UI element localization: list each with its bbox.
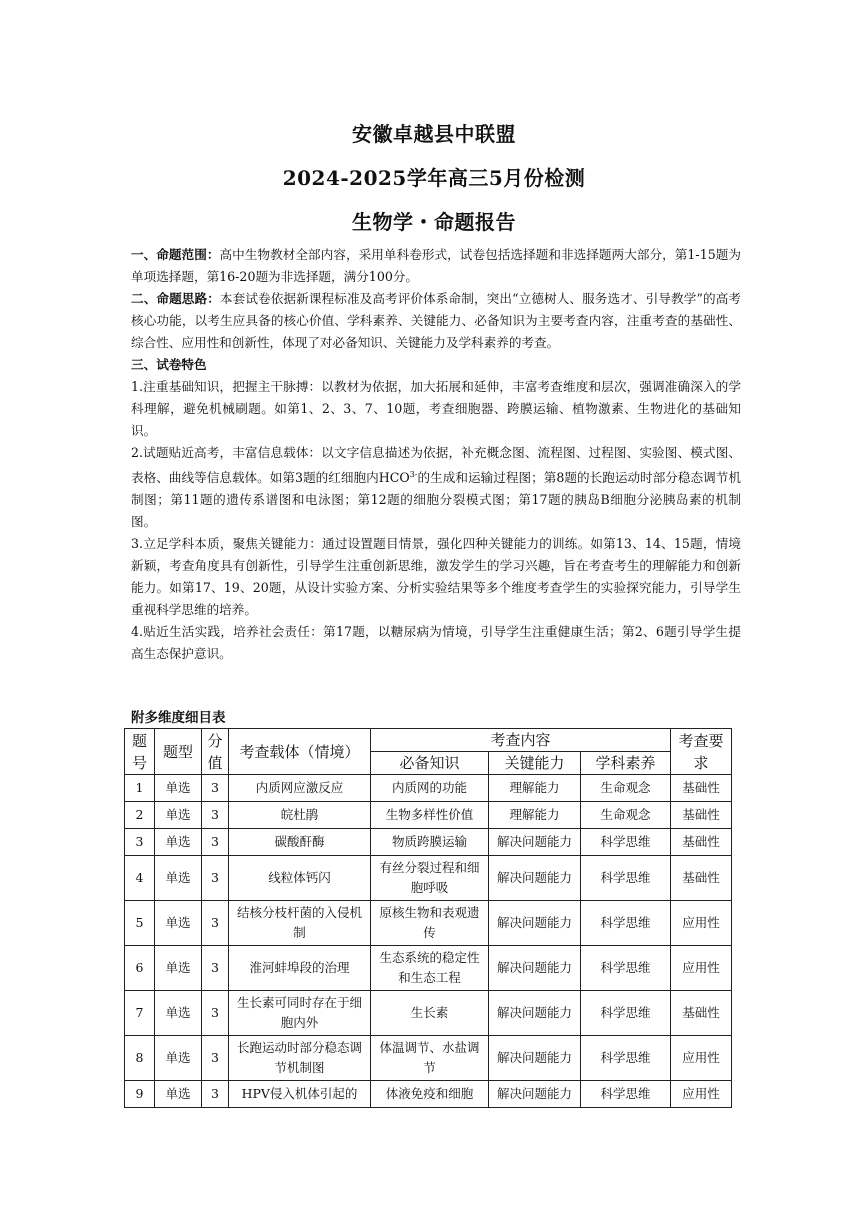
cell-literacy: 科学思维: [581, 856, 671, 901]
cell-type: 单选: [155, 1081, 202, 1108]
table-row: [125, 775, 732, 802]
header-literacy: 学科素养: [581, 752, 671, 775]
cell-score: 3: [202, 802, 229, 829]
cell-score: 3: [202, 901, 229, 946]
org-title: 安徽卓越县中联盟: [352, 122, 516, 146]
section-features: [131, 354, 741, 376]
cell-requirement: 基础性: [671, 829, 732, 856]
cell-ability: 解决问题能力: [489, 856, 581, 901]
feature-paragraph-3: 3.立足学科本质，聚焦关键能力：通过设置题目情景，强化四种关键能力的训练。如第13、14、15题，情境新颖，考查角度具有创新性，引导学生注重创新思维，激发学生的学习兴趣，旨在考查考生的理解能力和创新能力。如第17、19、20题，从设计实验方案、分析实验结果等多个维度考查学生的实验探究能力，引导学生重视科学思维的培养。: [131, 536, 741, 618]
cell-no: 6: [125, 946, 155, 991]
cell-literacy: 科学思维: [581, 1036, 671, 1081]
cell-requirement: 基础性: [671, 856, 732, 901]
cell-knowledge: 生长素: [371, 991, 489, 1036]
cell-literacy: 科学思维: [581, 1081, 671, 1108]
cell-carrier: 长跑运动时部分稳态调节机制图: [229, 1036, 371, 1081]
cell-carrier: 结核分枝杆菌的入侵机制: [229, 901, 371, 946]
header-ability: 关键能力: [489, 752, 581, 775]
cell-type: 单选: [155, 856, 202, 901]
table-row: [125, 829, 732, 856]
cell-ability: 理解能力: [489, 775, 581, 802]
cell-no: 7: [125, 991, 155, 1036]
cell-type: 单选: [155, 901, 202, 946]
section-features-label: 三、试卷特色: [131, 357, 207, 372]
cell-literacy: 科学思维: [581, 991, 671, 1036]
section-scope-label: 一、命题范围：: [131, 247, 220, 262]
cell-ability: 解决问题能力: [489, 991, 581, 1036]
cell-type: 单选: [155, 1036, 202, 1081]
cell-type: 单选: [155, 802, 202, 829]
cell-literacy: 科学思维: [581, 946, 671, 991]
cell-ability: 解决问题能力: [489, 1036, 581, 1081]
spec-table: [124, 728, 732, 1108]
cell-ability: 解决问题能力: [489, 1081, 581, 1108]
header-requirement: 考查要求: [671, 729, 732, 775]
feature-paragraph-2-b: 的生成和运输过程图；第8题的长跑运动时部分稳态调节机制图；第11题的遗传系谱图和电泳图；第12题的细胞分裂模式图；第17题的胰岛B细胞分泌胰岛素的机制图。: [131, 470, 741, 530]
cell-carrier: 碳酸酐酶: [229, 829, 371, 856]
cell-knowledge: 生态系统的稳定性和生态工程: [371, 946, 489, 991]
bicarbonate-superscript: 3-: [409, 470, 418, 479]
table-row: [125, 901, 732, 946]
table-row: [125, 856, 732, 901]
cell-literacy: 科学思维: [581, 901, 671, 946]
table-row: [125, 991, 732, 1036]
cell-carrier: HPV侵入机体引起的: [229, 1081, 371, 1108]
cell-no: 8: [125, 1036, 155, 1081]
cell-carrier: 生长素可同时存在于细胞内外: [229, 991, 371, 1036]
cell-ability: 解决问题能力: [489, 901, 581, 946]
cell-ability: 解决问题能力: [489, 829, 581, 856]
cell-knowledge: 有丝分裂过程和细胞呼吸: [371, 856, 489, 901]
cell-requirement: 应用性: [671, 946, 732, 991]
exam-title: 2024-2025学年高三5月份检测: [282, 166, 586, 190]
table-row: [125, 946, 732, 991]
cell-type: 单选: [155, 946, 202, 991]
cell-knowledge: 原核生物和表观遗传: [371, 901, 489, 946]
header-score: 分值: [202, 729, 229, 775]
cell-score: 3: [202, 1081, 229, 1108]
cell-score: 3: [202, 856, 229, 901]
section-approach: [131, 288, 741, 354]
cell-ability: 理解能力: [489, 802, 581, 829]
cell-knowledge: 内质网的功能: [371, 775, 489, 802]
cell-ability: 解决问题能力: [489, 946, 581, 991]
table-caption: 附多维度细目表: [131, 710, 226, 726]
cell-knowledge: 体温调节、水盐调节: [371, 1036, 489, 1081]
cell-score: 3: [202, 775, 229, 802]
header-type: 题型: [155, 729, 202, 775]
cell-no: 2: [125, 802, 155, 829]
section-approach-text: 本套试卷依据新课程标准及高考评价体系命制，突出“立德树人、服务选才、引导教学”的高考核心功能，以考生应具备的核心价值、学科素养、关键能力、必备知识为主要考查内容，注重考查的基础性、综合性、应用性和创新性，体现了对必备知识、关键能力及学科素养的考查。: [131, 291, 741, 350]
cell-score: 3: [202, 991, 229, 1036]
table-row: [125, 1081, 732, 1108]
cell-type: 单选: [155, 829, 202, 856]
cell-no: 4: [125, 856, 155, 901]
header-no: 题号: [125, 729, 155, 775]
cell-no: 1: [125, 775, 155, 802]
cell-literacy: 科学思维: [581, 829, 671, 856]
cell-carrier: 皖杜鹃: [229, 802, 371, 829]
header-knowledge: 必备知识: [371, 752, 489, 775]
cell-carrier: 内质网应激反应: [229, 775, 371, 802]
cell-no: 5: [125, 901, 155, 946]
header-carrier: 考查载体（情境）: [229, 729, 371, 775]
report-title: 生物学・命题报告: [352, 210, 516, 234]
cell-carrier: 淮河蚌埠段的治理: [229, 946, 371, 991]
cell-knowledge: 体液免疫和细胞: [371, 1081, 489, 1108]
cell-carrier: 线粒体钙闪: [229, 856, 371, 901]
cell-requirement: 应用性: [671, 901, 732, 946]
feature-paragraph-2: [131, 442, 741, 533]
cell-no: 3: [125, 829, 155, 856]
feature-paragraph-1: 1.注重基础知识，把握主干脉搏：以教材为依据，加大拓展和延伸，丰富考查维度和层次，强调准确深入的学科理解，避免机械刷题。如第1、2、3、7、10题，考查细胞器、跨膜运输、植物激素、生物进化的基础知识。: [131, 379, 741, 438]
feature-paragraph-2-a: 2.试题贴近高考，丰富信息载体：以文字信息描述为依据，补充概念图、流程图、过程图、实验图、模式图、表格、曲线等信息载体。如第3题的红细胞内HCO: [131, 445, 741, 486]
cell-score: 3: [202, 946, 229, 991]
cell-no: 9: [125, 1081, 155, 1108]
cell-knowledge: 物质跨膜运输: [371, 829, 489, 856]
table-row: [125, 1036, 732, 1081]
table-row: [125, 802, 732, 829]
cell-knowledge: 生物多样性价值: [371, 802, 489, 829]
cell-type: 单选: [155, 991, 202, 1036]
cell-literacy: 生命观念: [581, 802, 671, 829]
cell-requirement: 基础性: [671, 775, 732, 802]
cell-score: 3: [202, 1036, 229, 1081]
section-scope: [131, 244, 741, 288]
section-scope-text: 高中生物教材全部内容，采用单科卷形式，试卷包括选择题和非选择题两大部分，第1-15题为单项选择题，第16-20题为非选择题，满分100分。: [131, 247, 742, 284]
header-content: 考查内容: [371, 729, 671, 752]
cell-requirement: 基础性: [671, 991, 732, 1036]
cell-requirement: 应用性: [671, 1036, 732, 1081]
cell-type: 单选: [155, 775, 202, 802]
feature-paragraph-4: 4.贴近生活实践，培养社会责任：第17题，以糖尿病为情境，引导学生注重健康生活；第2、6题引导学生提高生态保护意识。: [131, 624, 741, 662]
report-body: [131, 244, 741, 665]
cell-literacy: 生命观念: [581, 775, 671, 802]
cell-requirement: 应用性: [671, 1081, 732, 1108]
cell-requirement: 基础性: [671, 802, 732, 829]
section-approach-label: 二、命题思路：: [131, 291, 220, 306]
cell-score: 3: [202, 829, 229, 856]
